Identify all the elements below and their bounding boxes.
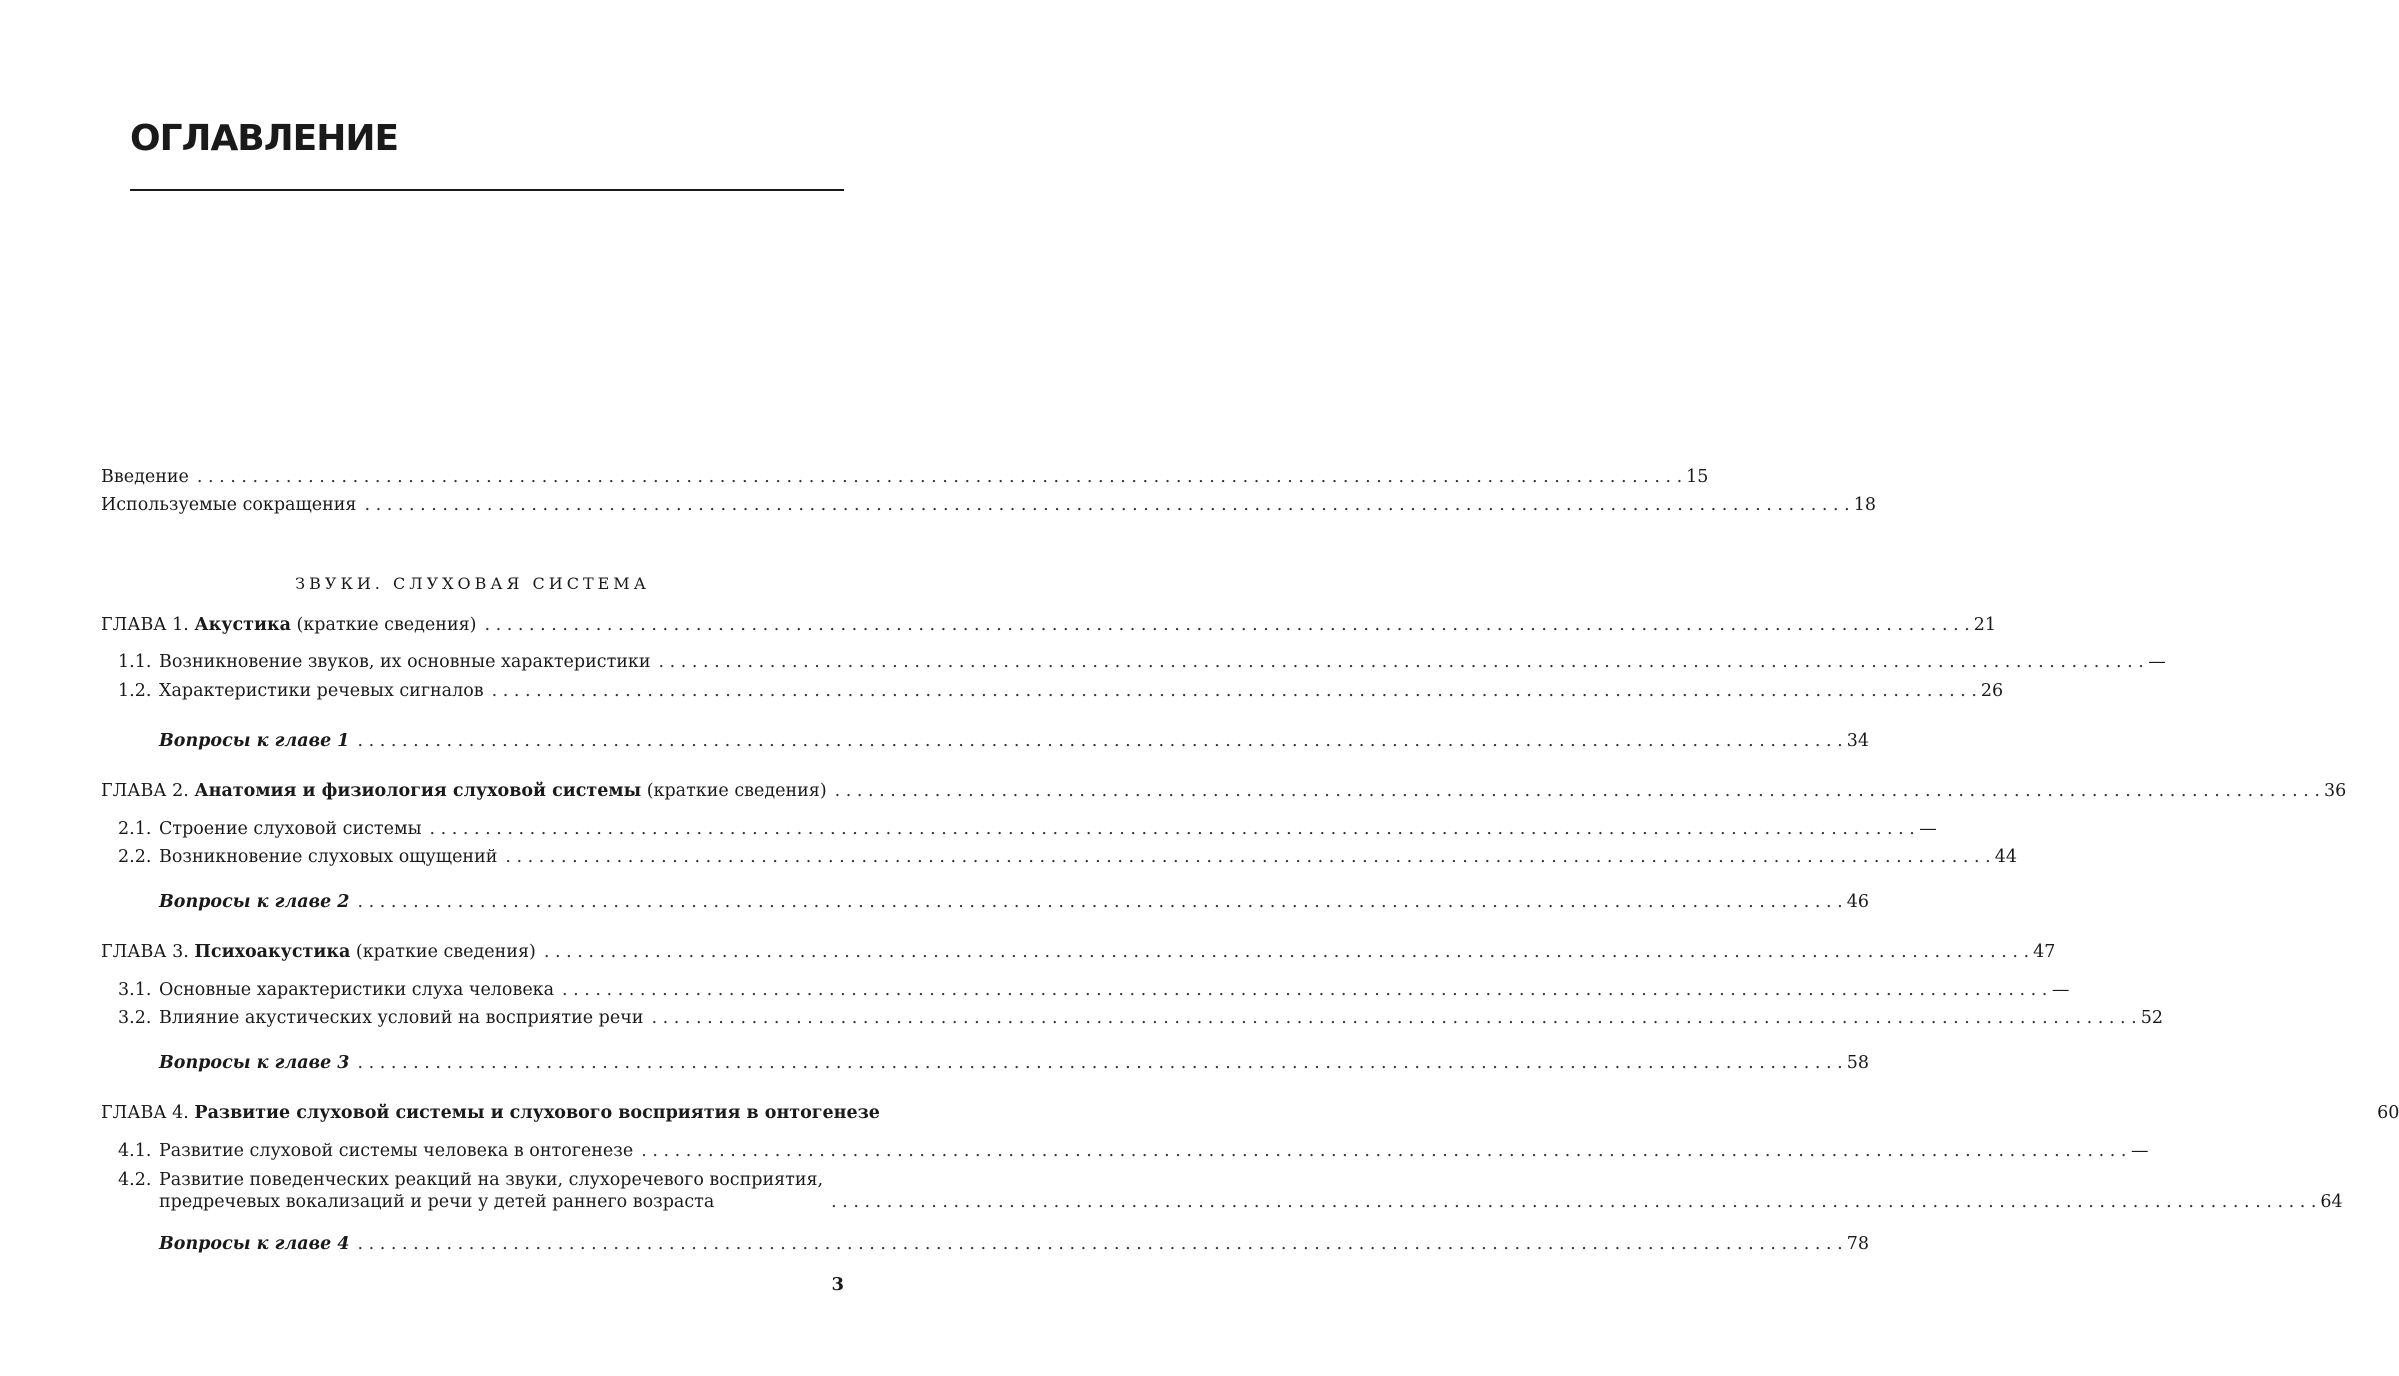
sub-number: 2.1. [118, 819, 152, 839]
toc-entry-intro[interactable] [101, 466, 1709, 488]
page-number: 3 [831, 1274, 844, 1295]
chapter-title: Анатомия и физиология слуховой системы [194, 781, 642, 801]
toc-chapter-1[interactable] [101, 614, 1997, 636]
toc-page: 21 [1973, 615, 1997, 635]
toc-questions-2[interactable] [159, 891, 1870, 913]
toc-label: Влияние акустических условий на восприятие речи [159, 1008, 644, 1028]
sub-number: 4.1. [118, 1141, 152, 1161]
toc-page: 46 [1846, 892, 1870, 912]
toc-page: 36 [2323, 781, 2347, 801]
toc-subsection-3-2[interactable] [118, 1007, 2164, 1029]
sub-number: 3.1. [118, 980, 152, 1000]
toc-label: Вопросы к главе 3 [159, 1053, 350, 1073]
chapter-note: (краткие сведения) [296, 615, 477, 635]
toc-page: 52 [2140, 1008, 2164, 1028]
dot-leader [562, 979, 2047, 1001]
toc-page: — [2130, 1141, 2149, 1161]
chapter-prefix: ГЛАВА 3. [101, 942, 189, 962]
sub-number: 3.2. [118, 1008, 152, 1028]
toc-subsection-1-2[interactable] [118, 680, 2004, 702]
toc-entry-abbreviations[interactable] [101, 494, 1877, 516]
chapter-note: (краткие сведения) [646, 781, 827, 801]
chapter-prefix: ГЛАВА 4. [101, 1103, 189, 1123]
toc-page: 78 [1846, 1234, 1870, 1254]
toc-page: 15 [1686, 467, 1709, 487]
toc-label: Используемые сокращения [101, 495, 357, 515]
toc-subsection-3-1[interactable] [118, 979, 2070, 1001]
dot-leader [505, 846, 1990, 868]
sub-number: 1.1. [118, 652, 152, 672]
toc-questions-1[interactable] [159, 730, 1870, 752]
dot-leader [357, 730, 1842, 752]
toc-label: Возникновение звуков, их основные характеристики [159, 652, 651, 672]
toc-page: 64 [2320, 1192, 2343, 1212]
toc-subsection-2-1[interactable] [118, 818, 1937, 840]
toc-chapter-3[interactable] [101, 941, 2056, 963]
dot-leader [364, 494, 1849, 516]
dot-leader [659, 651, 2144, 673]
dot-leader [651, 1007, 2136, 1029]
sub-number: 2.2. [118, 847, 152, 867]
toc-label: Возникновение слуховых ощущений [159, 847, 498, 867]
toc-page: — [2148, 652, 2166, 672]
section-heading: ЗВУКИ. СЛУХОВАЯ СИСТЕМА [295, 574, 650, 593]
toc-subsection-4-2[interactable] [118, 1169, 2343, 1213]
sub-number: 1.2. [118, 681, 152, 701]
dot-leader [485, 614, 1970, 636]
toc-page: 34 [1846, 731, 1870, 751]
dot-leader [357, 1052, 1842, 1074]
dot-leader [357, 891, 1842, 913]
dot-leader [835, 780, 2320, 802]
toc-subsection-2-2[interactable] [118, 846, 2017, 868]
dot-leader [197, 466, 1682, 488]
toc-page: 26 [1980, 681, 2004, 701]
toc-label: Вопросы к главе 2 [159, 892, 350, 912]
dot-leader [492, 680, 1977, 702]
toc-page: — [2051, 980, 2070, 1000]
toc-subsection-1-1[interactable] [118, 651, 2166, 673]
toc-label: Введение [101, 467, 189, 487]
chapter-title: Психоакустика [194, 942, 351, 962]
toc-page: 58 [1846, 1053, 1870, 1073]
toc-chapter-4[interactable] [101, 1102, 2399, 1124]
toc-page: 47 [2033, 942, 2056, 962]
toc-questions-4[interactable] [159, 1233, 1870, 1255]
dot-leader [430, 818, 1915, 840]
toc-subsection-4-1[interactable] [118, 1140, 2149, 1162]
sub-number: 4.2. [118, 1170, 152, 1190]
chapter-note: (краткие сведения) [355, 942, 536, 962]
toc-label: Вопросы к главе 1 [159, 731, 350, 751]
toc-page: 44 [1994, 847, 2017, 867]
chapter-title: Развитие слуховой системы и слухового восприятия в онтогенезе [194, 1103, 880, 1123]
toc-page: 18 [1853, 495, 1877, 515]
toc-label: Развитие поведенческих реакций на звуки, слухоречевого восприятия, [159, 1170, 824, 1190]
chapter-prefix: ГЛАВА 2. [101, 781, 189, 801]
dot-leader [357, 1233, 1842, 1255]
page-title: ОГЛАВЛЕНИЕ [130, 118, 399, 159]
toc-page: — [1919, 819, 1937, 839]
toc-label-continued: предречевых вокализаций и речи у детей раннего возраста [159, 1192, 715, 1212]
chapter-prefix: ГЛАВА 1. [101, 615, 189, 635]
toc-label: Вопросы к главе 4 [159, 1234, 350, 1254]
toc-label: Развитие слуховой системы человека в онтогенезе [159, 1141, 634, 1161]
chapter-title: Акустика [194, 615, 291, 635]
toc-page: 60 [2377, 1103, 2399, 1123]
toc-label: Характеристики речевых сигналов [159, 681, 484, 701]
toc-questions-3[interactable] [159, 1052, 1870, 1074]
toc-label: Основные характеристики слуха человека [159, 980, 555, 1000]
toc-label: Строение слуховой системы [159, 819, 422, 839]
dot-leader [831, 1191, 2316, 1213]
toc-chapter-2[interactable] [101, 780, 2347, 802]
dot-leader [544, 941, 2029, 963]
title-rule [130, 189, 844, 191]
dot-leader [641, 1140, 2126, 1162]
